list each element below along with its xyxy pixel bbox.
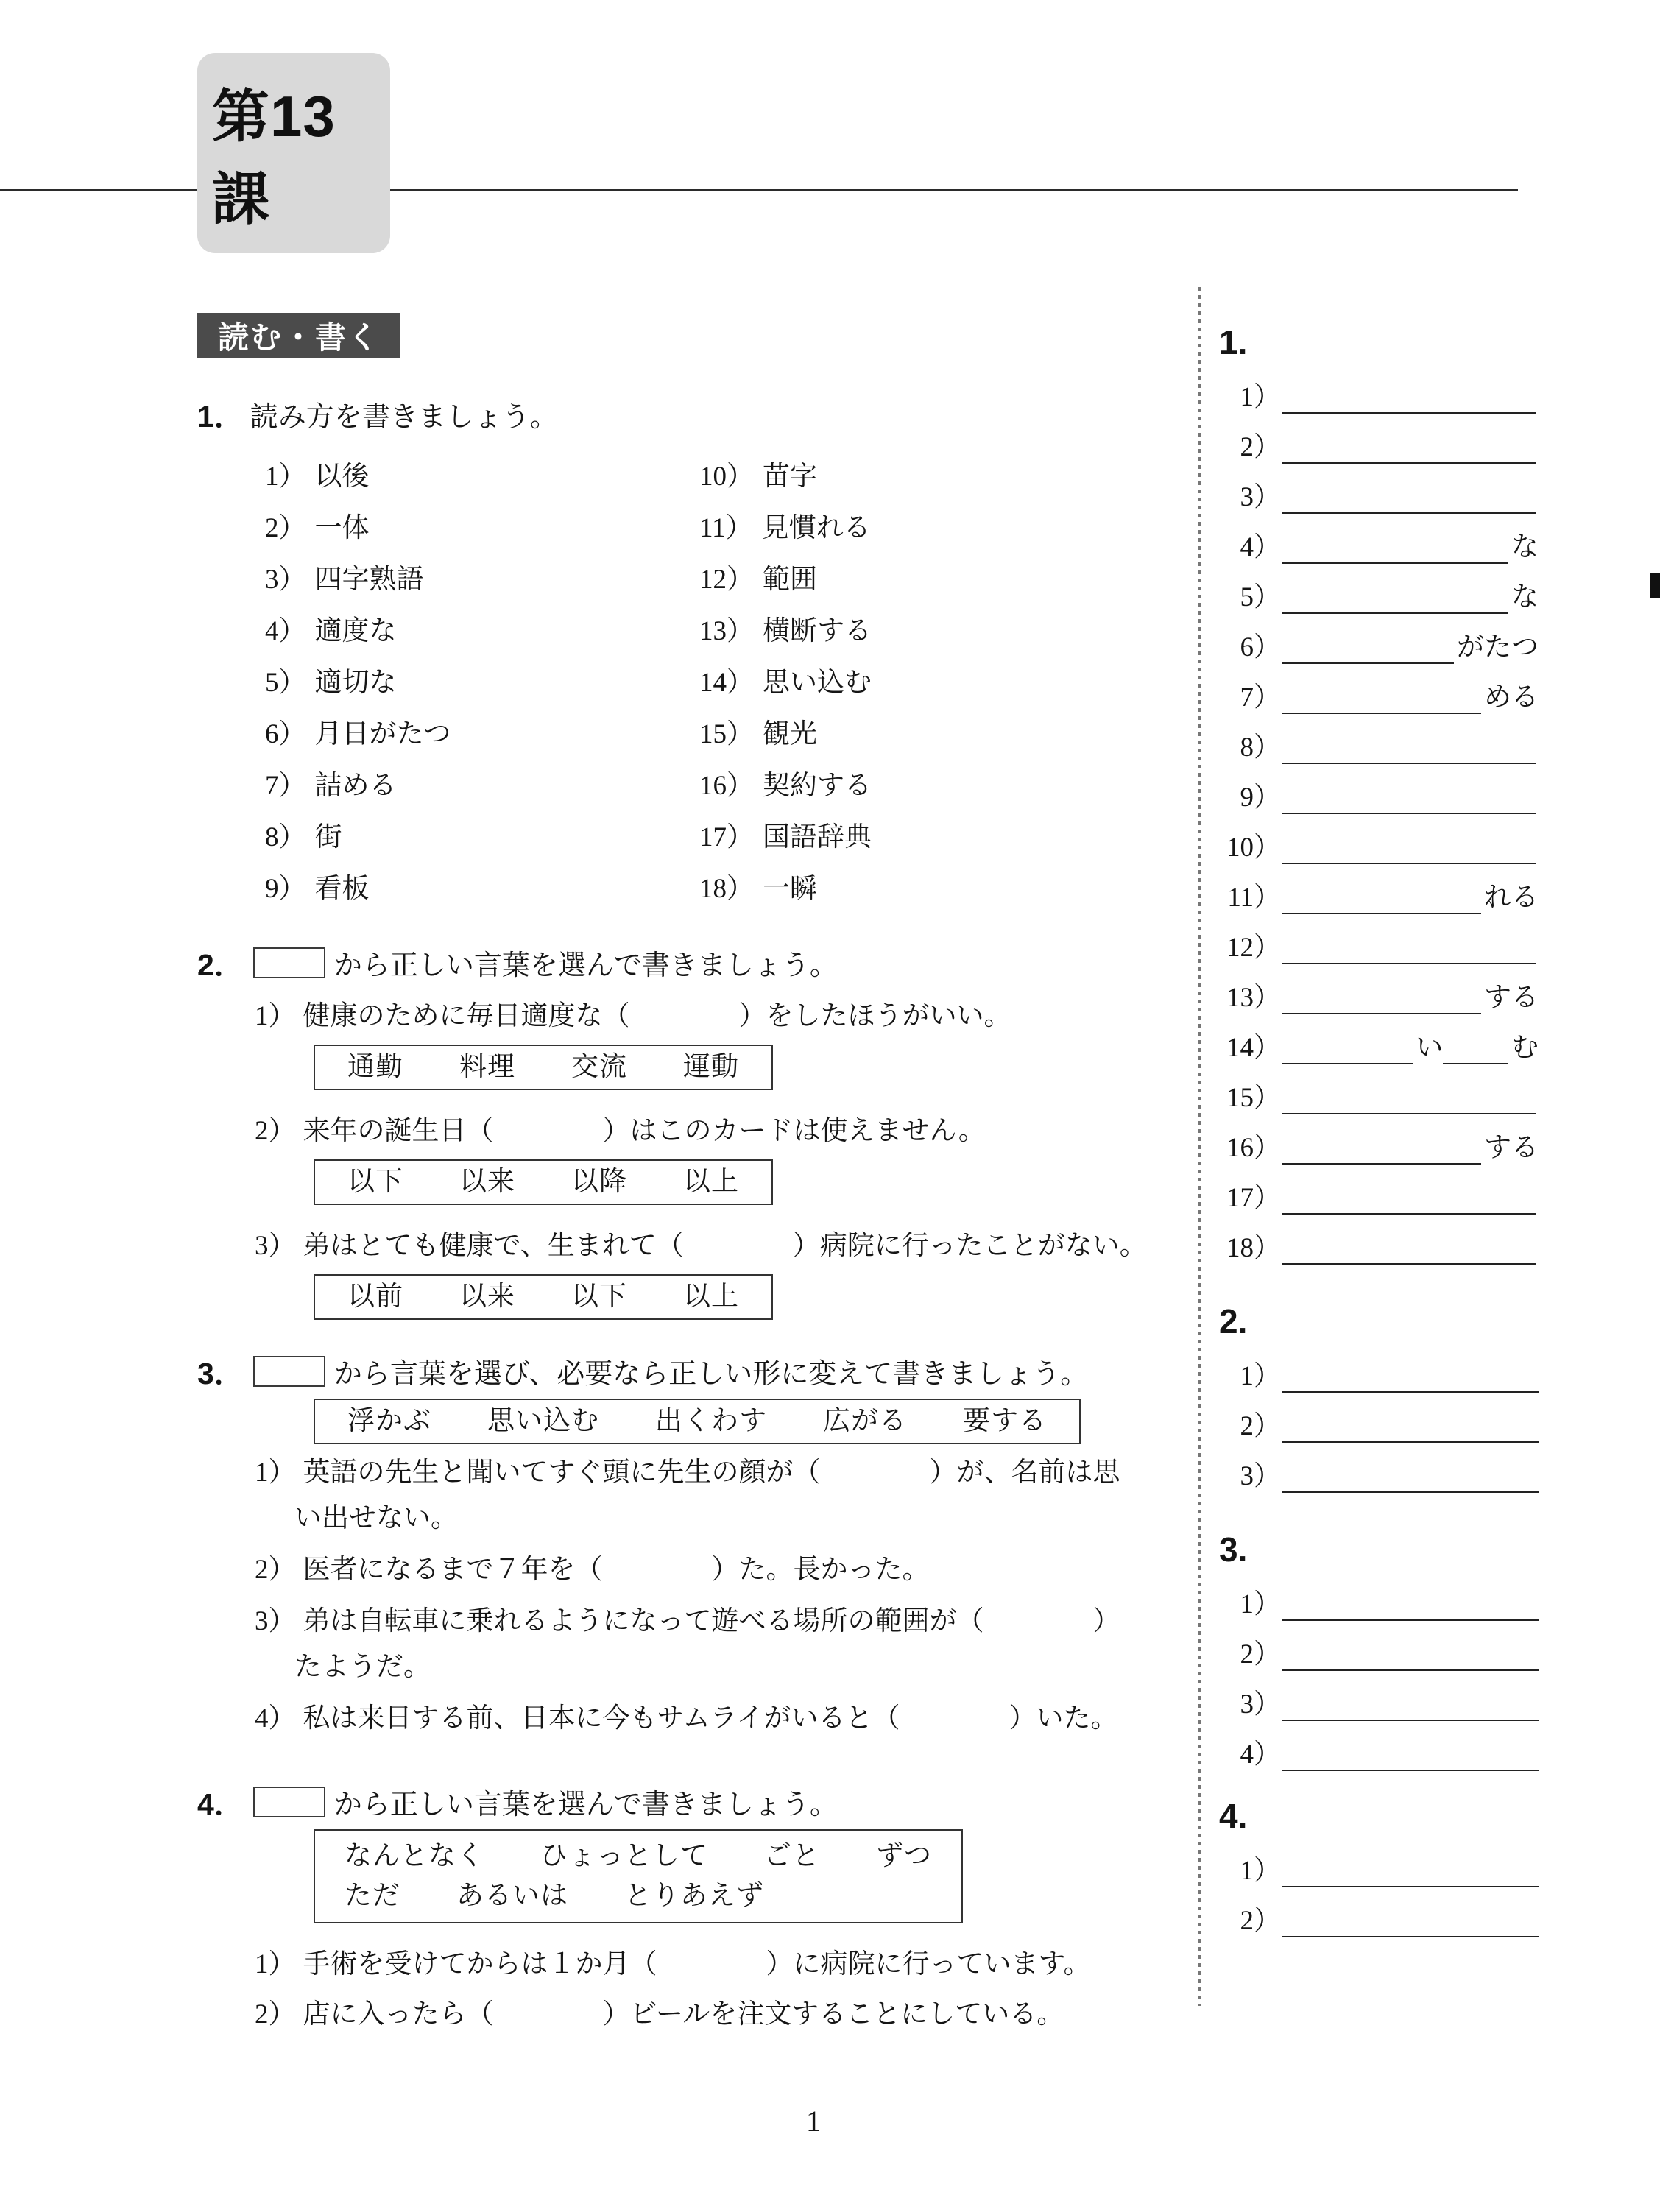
wordbank-box-icon — [253, 947, 325, 978]
answer-blank-line — [1282, 1209, 1536, 1215]
answer-row — [1219, 618, 1539, 668]
question — [197, 994, 1206, 1039]
item-number: 16） — [699, 771, 754, 801]
answer-row — [1219, 1447, 1539, 1497]
question-text: 手術を受けてからは１か月（ ）に病院に行っています。 — [303, 1949, 1091, 1979]
answer-number: 12） — [1226, 933, 1281, 963]
answer-blank-line — [1282, 1665, 1539, 1671]
answer-suffix: する — [1484, 1133, 1539, 1163]
answer-number: 10） — [1226, 833, 1281, 863]
item-word: 街 — [314, 822, 342, 852]
answer-section-label: 1. — [1219, 323, 1248, 361]
page-number: 1 — [806, 2105, 821, 2138]
item-number: 10） — [699, 462, 754, 492]
answer-blank-line — [1282, 1715, 1539, 1721]
question-line — [255, 1599, 1206, 1644]
answer-row — [1219, 718, 1539, 768]
answer-blank-line — [1282, 1059, 1413, 1064]
answer-number: 3） — [1240, 482, 1281, 512]
worksheet-main-column — [197, 313, 1206, 2037]
answer-blank-line — [1282, 758, 1536, 764]
answer-blank-line — [1282, 708, 1481, 714]
item-word: 以後 — [314, 462, 370, 492]
answer-blank-line — [1282, 1765, 1539, 1771]
answer-blank-line — [1282, 1932, 1539, 1937]
question-text: 弟は自転車に乗れるようになって遊べる場所の範囲が（ ） — [303, 1606, 1120, 1636]
item-number: 15） — [699, 719, 754, 749]
answer-blank-line — [1282, 408, 1536, 414]
item-number: 11） — [699, 513, 753, 543]
answer-blank-line — [1282, 1487, 1539, 1493]
question — [197, 1696, 1206, 1742]
question-number: 2） — [255, 1116, 296, 1146]
item-word: 苗字 — [763, 462, 817, 492]
item-word: 看板 — [314, 874, 370, 904]
answer-blank-line — [1282, 858, 1536, 864]
section2-instruction: から正しい言葉を選んで書きましょう。 — [333, 950, 838, 981]
answer-number: 4） — [1240, 1739, 1281, 1770]
reading-item — [265, 602, 699, 654]
reading-item — [265, 860, 699, 911]
question — [197, 1993, 1206, 2037]
reading-item — [265, 757, 699, 808]
question-number: 3） — [255, 1606, 296, 1636]
answer-blank-line — [1282, 1159, 1481, 1165]
answer-blank-line — [1282, 1109, 1536, 1114]
section1-number: 1． — [197, 400, 244, 434]
answer-blank-line — [1282, 808, 1536, 814]
answer-suffix: める — [1484, 682, 1539, 713]
answer-row — [1219, 768, 1539, 819]
answer-number: 8） — [1240, 732, 1281, 763]
question-text: 医者になるまで７年を（ ）た。長かった。 — [303, 1555, 930, 1585]
reading-item — [699, 602, 1206, 654]
reading-item — [699, 551, 1206, 602]
section-badge-label: 読む・書く — [217, 320, 380, 355]
section1-instruction: 読み方を書きましょう。 — [250, 402, 558, 433]
item-word: 一体 — [314, 513, 370, 543]
word-choices-box: 以下 以来 以降 以上 — [314, 1159, 773, 1205]
word-choices-line: ただ あるいは とりあえず — [345, 1881, 764, 1911]
item-number: 8） — [265, 822, 306, 852]
question-number: 3） — [255, 1231, 296, 1261]
answer-number: 11） — [1227, 883, 1281, 913]
item-number: 5） — [265, 668, 306, 698]
answer-number: 5） — [1240, 582, 1281, 612]
answer-number: 1） — [1240, 1361, 1281, 1391]
item-word: 観光 — [763, 719, 817, 749]
item-word: 契約する — [763, 771, 872, 801]
section-badge — [197, 313, 400, 358]
answer-row-split — [1219, 1019, 1539, 1069]
question-text: 私は来日する前、日本に今もサムライがいると（ ）いた。 — [303, 1703, 1118, 1734]
answer-row — [1219, 1725, 1539, 1775]
reading-items-grid — [265, 448, 1206, 911]
reading-item — [265, 448, 699, 499]
answer-suffix: する — [1484, 983, 1539, 1013]
answer-number: 2） — [1240, 432, 1281, 462]
question-number: 1） — [255, 1457, 296, 1488]
answer-row — [1219, 969, 1539, 1019]
section2-heading — [197, 941, 1206, 984]
reading-item — [265, 808, 699, 860]
question-line: たようだ。 — [294, 1652, 431, 1682]
word-choices-box: 浮かぶ 思い込む 出くわす 広がる 要する — [314, 1399, 1081, 1444]
answer-blank-line — [1443, 1059, 1508, 1064]
answer-row — [1219, 368, 1539, 418]
item-word: 思い込む — [763, 668, 872, 698]
answer-row — [1219, 1347, 1539, 1397]
question — [197, 1224, 1206, 1268]
answer-row — [1219, 668, 1539, 718]
question — [197, 1109, 1206, 1153]
word-choices-box: 以前 以来 以下 以上 — [314, 1274, 773, 1320]
question — [197, 1599, 1206, 1690]
answer-section-label: 2. — [1219, 1302, 1248, 1340]
item-word: 四字熟語 — [314, 565, 424, 595]
answer-row — [1219, 1069, 1539, 1119]
item-number: 9） — [265, 874, 306, 904]
item-word: 適度な — [314, 616, 397, 646]
item-number: 3） — [265, 565, 306, 595]
question-text: 英語の先生と聞いてすぐ頭に先生の顔が（ ）が、名前は思 — [303, 1457, 1120, 1488]
question — [197, 1547, 1206, 1593]
page-edge-tab-marker — [1650, 573, 1660, 598]
word-choices-line: なんとなく ひょっとして ごと ずつ — [345, 1841, 932, 1871]
answer-row — [1219, 1625, 1539, 1675]
section3-heading — [197, 1349, 1206, 1393]
reading-item — [699, 808, 1206, 860]
item-number: 1） — [265, 462, 306, 492]
answer-row — [1219, 1397, 1539, 1447]
answer-number: 15） — [1226, 1083, 1281, 1113]
answer-row — [1219, 468, 1539, 518]
answer-row — [1219, 518, 1539, 568]
reading-item — [699, 448, 1206, 499]
answer-row — [1219, 1575, 1539, 1625]
question-number: 1） — [255, 1949, 296, 1979]
answer-blank-line — [1282, 608, 1508, 614]
reading-item — [699, 499, 1206, 551]
answer-column — [1219, 322, 1539, 1942]
section3-number: 3． — [197, 1357, 244, 1391]
section3-instruction: から言葉を選び、必要なら正しい形に変えて書きましょう。 — [333, 1359, 1089, 1390]
answer-row — [1219, 568, 1539, 618]
reading-item — [699, 705, 1206, 757]
item-number: 6） — [265, 719, 306, 749]
answer-row — [1219, 869, 1539, 919]
answer-row — [1219, 819, 1539, 869]
question-text: 弟はとても健康で、生まれて（ ）病院に行ったことがない。 — [303, 1231, 1147, 1261]
answer-blank-line — [1282, 908, 1481, 914]
item-number: 4） — [265, 616, 306, 646]
reading-item — [265, 654, 699, 705]
section2-number: 2． — [197, 948, 244, 982]
question — [197, 1450, 1206, 1541]
answer-number: 3） — [1240, 1689, 1281, 1720]
answer-blank-line — [1282, 1259, 1536, 1265]
answer-blank-line — [1282, 658, 1454, 664]
question-number: 4） — [255, 1703, 296, 1734]
answer-row — [1219, 1842, 1539, 1892]
answer-suffix: な — [1511, 582, 1539, 612]
answer-blank-line — [1282, 508, 1536, 514]
answer-row — [1219, 919, 1539, 969]
answer-number: 2） — [1240, 1906, 1281, 1936]
answer-fixed-kana: い — [1416, 1033, 1444, 1063]
wordbank-box-icon — [253, 1356, 325, 1387]
section4-instruction: から正しい言葉を選んで書きましょう。 — [333, 1789, 838, 1820]
answer-number: 14） — [1226, 1033, 1281, 1063]
wordbank-box-icon — [253, 1787, 325, 1817]
reading-item — [265, 705, 699, 757]
answer-number: 1） — [1240, 1589, 1281, 1619]
reading-item — [699, 654, 1206, 705]
answer-row — [1219, 418, 1539, 468]
question-number: 1） — [255, 1001, 296, 1031]
answer-suffix: がたつ — [1457, 632, 1539, 662]
answer-section-label: 3. — [1219, 1530, 1248, 1569]
answer-number: 9） — [1240, 782, 1281, 813]
item-word: 一瞬 — [763, 874, 817, 904]
answer-number: 6） — [1240, 632, 1281, 662]
item-word: 適切な — [314, 668, 397, 698]
answer-row — [1219, 1892, 1539, 1942]
answer-number: 1） — [1240, 1856, 1281, 1886]
item-number: 12） — [699, 565, 754, 595]
answer-row — [1219, 1169, 1539, 1219]
item-word: 国語辞典 — [763, 822, 872, 852]
item-word: 横断する — [763, 616, 872, 646]
answer-blank-line — [1282, 1615, 1539, 1621]
answer-blank-line — [1282, 1437, 1539, 1443]
question-line: い出せない。 — [294, 1503, 458, 1533]
word-choices-box — [314, 1829, 963, 1923]
section1-heading — [197, 392, 1206, 436]
item-number: 2） — [265, 513, 306, 543]
question-text: 健康のために毎日適度な（ ）をしたほうがいい。 — [303, 1001, 1011, 1031]
section4-number: 4． — [197, 1787, 244, 1821]
answer-suffix: な — [1511, 532, 1539, 562]
question-text: 店に入ったら（ ）ビールを注文することにしている。 — [303, 1999, 1064, 2029]
answer-number: 2） — [1240, 1411, 1281, 1441]
answer-number: 7） — [1240, 682, 1281, 713]
reading-item — [265, 551, 699, 602]
answer-number: 4） — [1240, 532, 1281, 562]
answer-blank-line — [1282, 1008, 1481, 1014]
item-number: 17） — [699, 822, 754, 852]
answer-suffix: れる — [1484, 883, 1539, 913]
section4-heading — [197, 1780, 1206, 1823]
answer-number: 2） — [1240, 1639, 1281, 1669]
word-choices-box: 通勤 料理 交流 運動 — [314, 1045, 773, 1090]
answer-number: 18） — [1226, 1233, 1281, 1263]
item-word: 月日がたつ — [314, 719, 451, 749]
question-text: 来年の誕生日（ ）はこのカードは使えません。 — [303, 1116, 986, 1146]
answer-number: 16） — [1226, 1133, 1281, 1163]
answer-row — [1219, 1219, 1539, 1269]
answer-number: 13） — [1226, 983, 1281, 1013]
reading-item — [265, 499, 699, 551]
question-line — [255, 1696, 1206, 1742]
question — [197, 1943, 1206, 1987]
answer-blank-line — [1282, 1881, 1539, 1887]
answer-blank-line — [1282, 458, 1536, 464]
item-number: 13） — [699, 616, 754, 646]
answer-blank-line — [1282, 958, 1536, 964]
item-word: 見慣れる — [761, 513, 871, 543]
reading-item — [699, 757, 1206, 808]
answer-row — [1219, 1675, 1539, 1725]
answer-row — [1219, 1119, 1539, 1169]
lesson-title: 第13課 — [212, 84, 336, 231]
item-number: 14） — [699, 668, 754, 698]
item-word: 詰める — [314, 771, 397, 801]
question-number: 2） — [255, 1555, 296, 1585]
question-number: 2） — [255, 1999, 296, 2029]
answer-section-label: 4. — [1219, 1797, 1248, 1835]
answer-number: 17） — [1226, 1183, 1281, 1213]
answer-blank-line — [1282, 1387, 1539, 1393]
lesson-title-box — [197, 53, 390, 253]
answer-number: 3） — [1240, 1461, 1281, 1491]
question-line — [255, 1547, 1206, 1593]
answer-number: 1） — [1240, 382, 1281, 412]
item-number: 7） — [265, 771, 306, 801]
item-number: 18） — [699, 874, 754, 904]
answer-blank-line — [1282, 558, 1508, 564]
item-word: 範囲 — [763, 565, 817, 595]
answer-suffix: む — [1511, 1033, 1539, 1063]
question-line — [255, 1450, 1206, 1496]
reading-item — [699, 860, 1206, 911]
